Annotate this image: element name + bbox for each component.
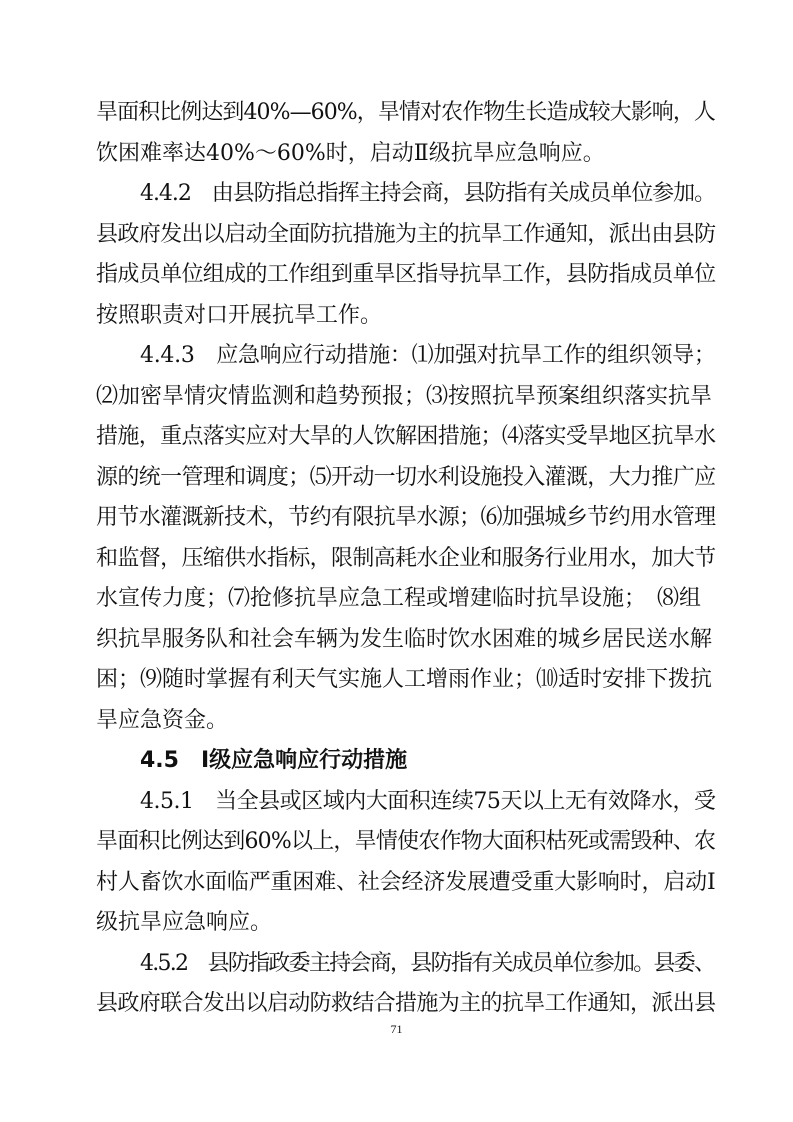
body-line: 困；⑼随时掌握有利天气实施人工增雨作业；⑽适时安排下拨抗 bbox=[96, 667, 713, 692]
body-line: 源的统一管理和调度；⑸开动一切水利设施投入灌溉，大力推广应 bbox=[96, 464, 716, 490]
body-line: 县政府联合发出以启动防救结合措施为主的抗旱工作通知，派出县 bbox=[96, 991, 716, 1016]
paragraph-4-5-2-line: 4.5.2 县防指政委主持会商，县防指有关成员单位参加。县委、 bbox=[140, 950, 715, 976]
body-line: 用节水灌溉新技术，节约有限抗旱水源；⑹加强城乡节约用水管理 bbox=[96, 505, 716, 530]
body-line: 水宣传力度；⑺抢修抗旱应急工程或增建临时抗旱设施； ⑻组 bbox=[96, 586, 702, 611]
page-number: 71 bbox=[390, 1022, 403, 1036]
body-line: 县政府发出以启动全面防抗措施为主的抗旱工作通知，派出由县防 bbox=[96, 221, 716, 247]
paragraph-4-5-1-line: 4.5.1 当全县或区域内大面积连续75天以上无有效降水，受 bbox=[140, 788, 716, 814]
body-line: 指成员单位组成的工作组到重旱区指导抗旱工作，县防指成员单位 bbox=[96, 262, 716, 287]
body-line: 旱应急资金。 bbox=[96, 707, 229, 733]
body-line: 旱面积比例达到60%以上，旱情使农作物大面积枯死或需毁种、农 bbox=[96, 829, 716, 854]
body-line: 旱面积比例达到40%—60%，旱情对农作物生长造成较大影响，人 bbox=[96, 100, 715, 125]
paragraph-4-4-2-line: 4.4.2 由县防指总指挥主持会商，县防指有关成员单位参加。 bbox=[140, 181, 716, 206]
body-line: 措施，重点落实应对大旱的人饮解困措施；⑷落实受旱地区抗旱水 bbox=[96, 424, 716, 449]
paragraph-4-4-3-line: 4.4.3 应急响应行动措施：⑴加强对抗旱工作的组织领导； bbox=[140, 343, 716, 368]
body-line: 织抗旱服务队和社会车辆为发生临时饮水困难的城乡居民送水解 bbox=[96, 626, 713, 652]
body-line: 和监督，压缩供水指标，限制高耗水企业和服务行业用水，加大节 bbox=[96, 545, 716, 571]
body-line: 级抗旱应急响应。 bbox=[96, 910, 273, 935]
body-line: 按照职责对口开展抗旱工作。 bbox=[96, 302, 383, 328]
body-line: ⑵加密旱情灾情监测和趋势预报；⑶按照抗旱预案组织落实抗旱 bbox=[96, 383, 713, 409]
section-heading-4-5: 4.5 Ⅰ级应急响应行动措施 bbox=[140, 748, 408, 773]
body-line: 村人畜饮水面临严重困难、社会经济发展遭受重大影响时，启动Ⅰ bbox=[96, 869, 716, 895]
body-line: 饮困难率达40%～60%时，启动Ⅱ级抗旱应急响应。 bbox=[96, 140, 605, 166]
